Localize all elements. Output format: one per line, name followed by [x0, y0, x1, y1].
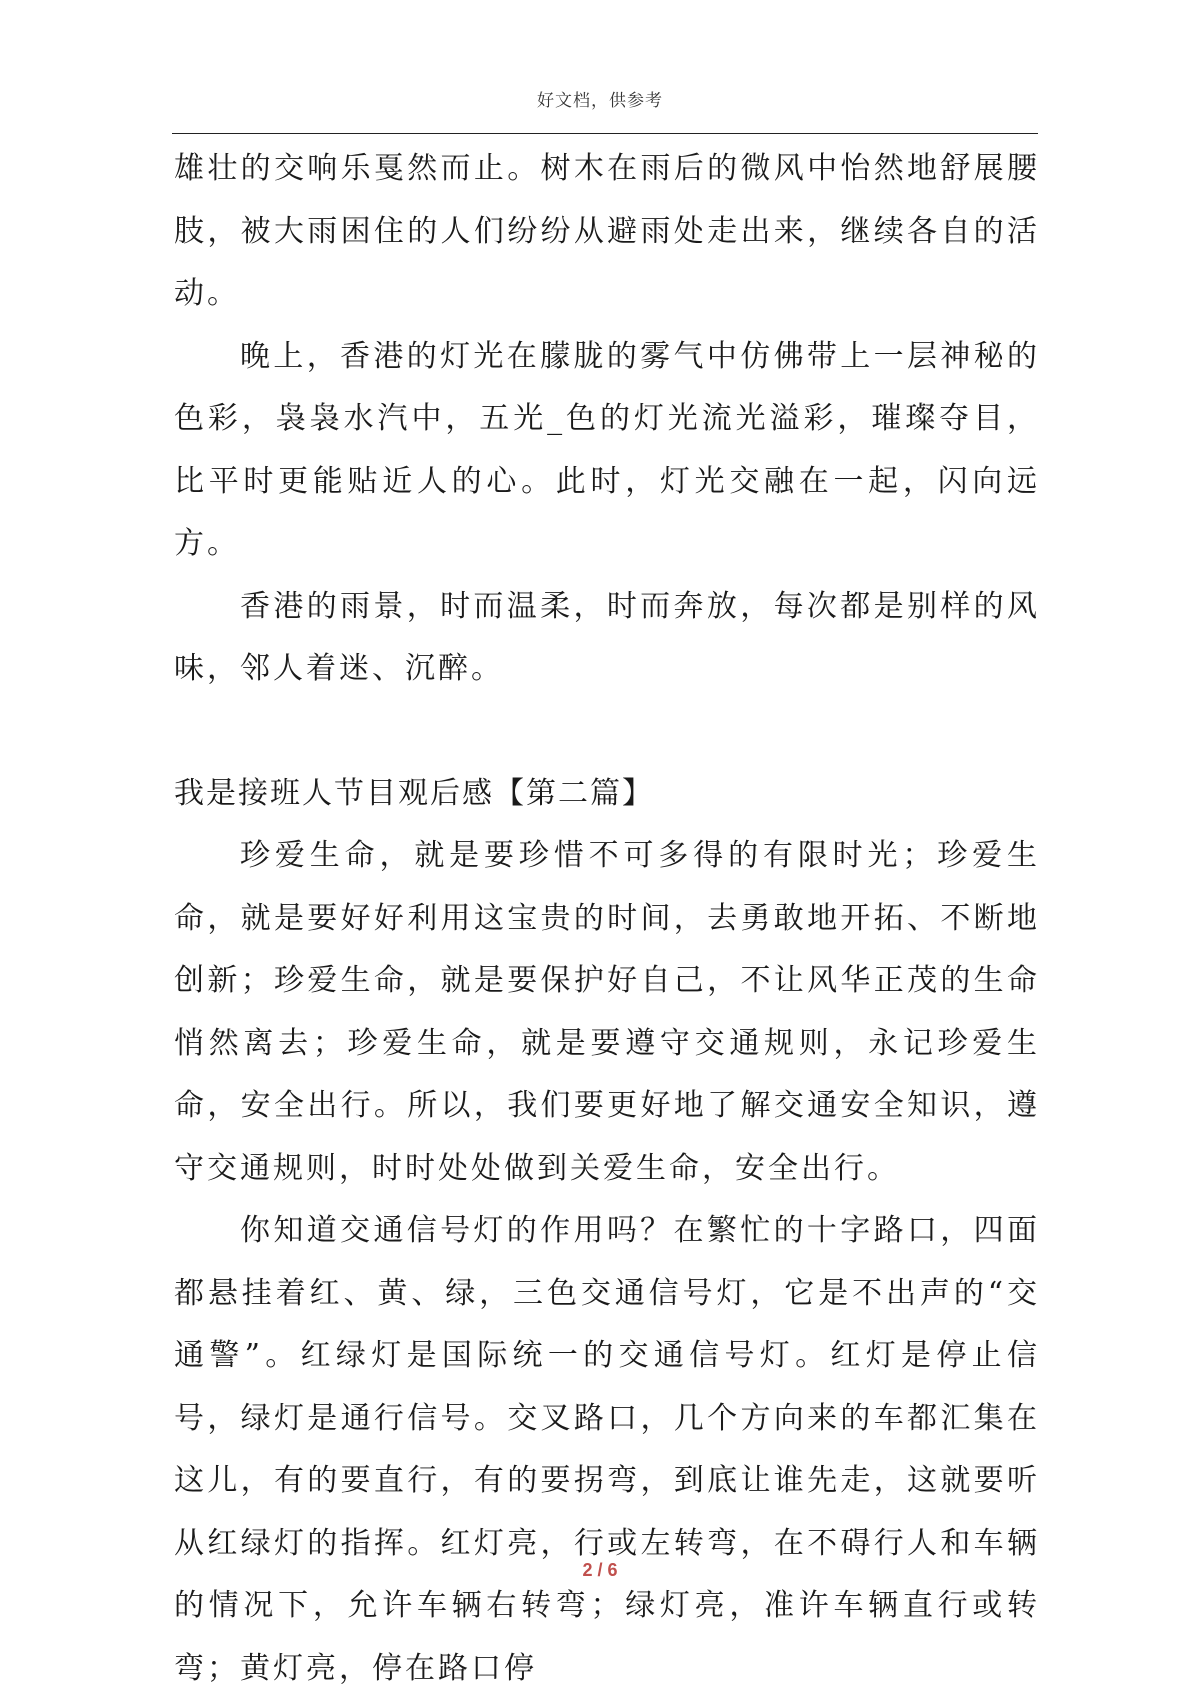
document-body	[174, 138, 1040, 1700]
paragraph: 你知道交通信号灯的作用吗？在繁忙的十字路口，四面都悬挂着红、黄、绿，三色交通信号灯，它是不出声的“交通警”。红绿灯是国际统一的交通信号灯。红灯是停止信号，绿灯是通行信号。交叉路口，几个方向来的车都汇集在这儿，有的要直行，有的要拐弯，到底让谁先走，这就要听从红绿灯的指挥。红灯亮，行或左转弯，在不碍行人和车辆的情况下，允许车辆右转弯；绿灯亮，准许车辆直行或转弯；黄灯亮，停在路口停	[174, 1213, 1040, 1686]
page-number: 2 / 6	[582, 1560, 618, 1580]
paragraph-continued: 雄壮的交响乐戛然而止。树木在雨后的微风中怡然地舒展腰肢，被大雨困住的人们纷纷从避雨处走出来，继续各自的活动。	[174, 151, 1040, 311]
paragraph: 珍爱生命，就是要珍惜不可多得的有限时光；珍爱生命，就是要好好利用这宝贵的时间，去勇敢地开拓、不断地创新；珍爱生命，就是要保护好自己，不让风华正茂的生命悄然离去；珍爱生命，就是要遵守交通规则，永记珍爱生命，安全出行。所以，我们要更好地了解交通安全知识，遵守交通规则，时时处处做到关爱生命，安全出行。	[174, 838, 1040, 1186]
section-title: 我是接班人节目观后感【第二篇】	[174, 775, 654, 811]
paragraph: 晚上，香港的灯光在朦胧的雾气中仿佛带上一层神秘的色彩，袅袅水汽中，五光_色的灯光流光溢彩，璀璨夺目，比平时更能贴近人的心。此时，灯光交融在一起，闪向远方。	[174, 338, 1040, 561]
paragraph: 香港的雨景，时而温柔，时而奔放，每次都是别样的风味，邻人着迷、沉醉。	[174, 588, 1040, 686]
page-header: 好文档，供参考	[537, 91, 663, 111]
section-spacer	[174, 701, 1040, 763]
header-divider	[172, 133, 1038, 134]
